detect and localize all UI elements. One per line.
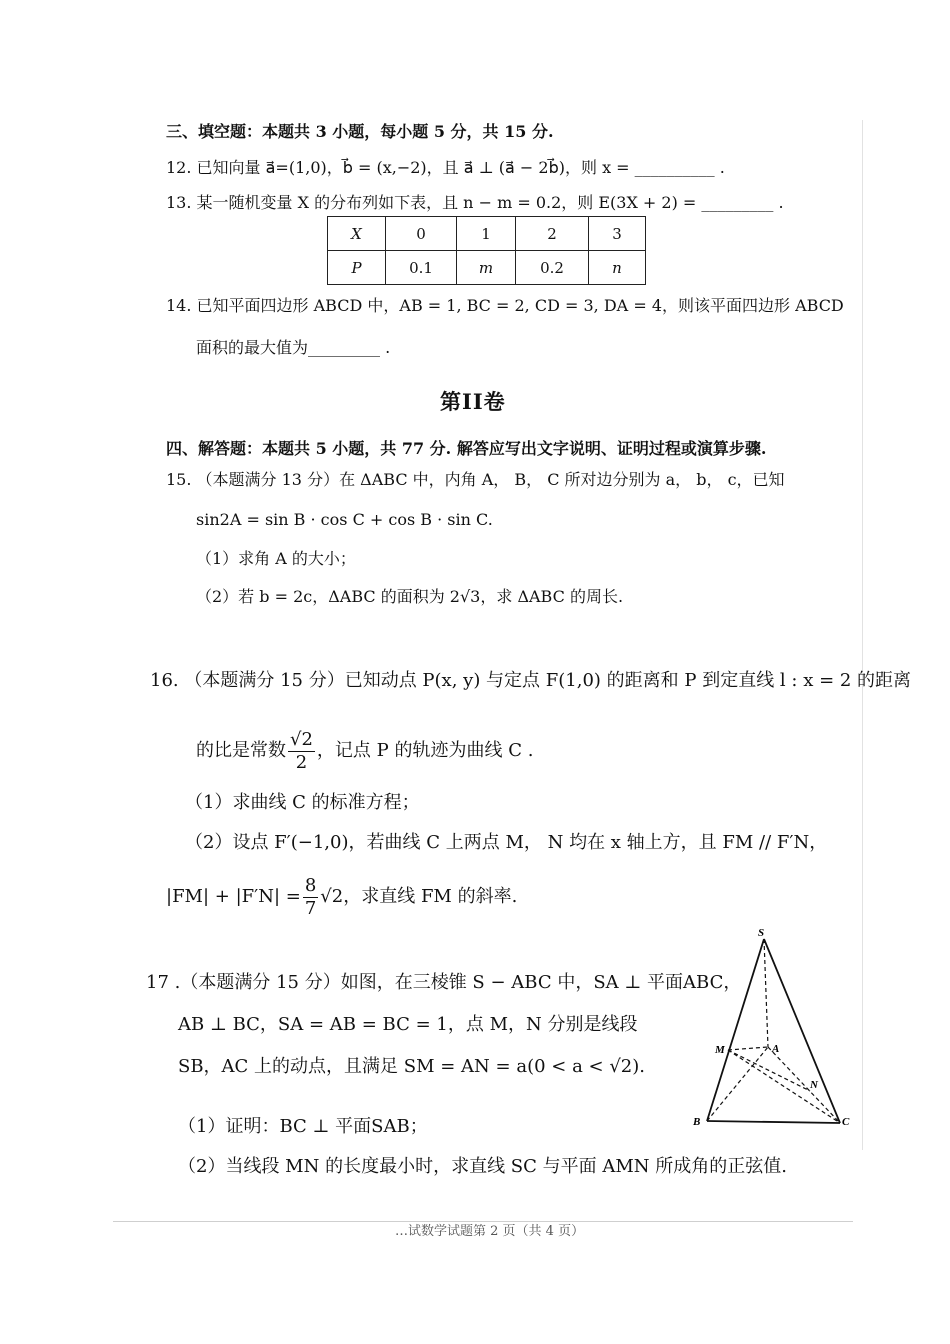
edge-AB [707,1047,768,1121]
question-15-part1: （1）求角 A 的大小； [196,549,356,568]
question-14-line1: 14. 已知平面四边形 ABCD 中，AB = 1, BC = 2, CD = 3, DA = 4，则该平面四边形 ABCD [166,296,844,315]
question-15-line2: sin2A = sin B · cos C + cos B · sin C. [196,510,493,529]
segment-MA [728,1047,768,1050]
table-cell: n [589,251,646,285]
table-cell: X [328,217,386,251]
fraction-numerator: 8 [304,874,317,896]
table-cell: 0.1 [386,251,457,285]
edge-SC [764,939,840,1123]
segment-MN [728,1050,810,1091]
table-cell: 0 [386,217,457,251]
segment-MC [728,1050,840,1123]
question-17-line1: 17 .（本题满分 15 分）如图，在三棱锥 S − ABC 中，SA ⊥ 平面ABC， [146,972,742,993]
table-cell: 3 [589,217,646,251]
fraction-numerator: √2 [290,728,313,750]
q16-text-post: ，记点 P 的轨迹为曲线 C . [316,740,534,761]
question-17-part2: （2）当线段 MN 的长度最小时，求直线 SC 与平面 AMN 所成角的正弦值. [178,1156,787,1177]
question-15-part2: （2）若 b = 2c，ΔABC 的面积为 2√3，求 ΔABC 的周长. [196,587,624,606]
question-16-part2: （2）设点 F′(−1,0)，若曲线 C 上两点 M， N 均在 x 轴上方，且 FM // F′N， [185,832,828,853]
label-C: C [842,1116,850,1128]
edge-SA [764,939,768,1047]
q16-text-pre: 的比是常数 [196,740,286,761]
q16-text-post2: √2，求直线 FM 的斜率. [320,886,518,907]
question-16-line1: 16. （本题满分 15 分）已知动点 P(x, y) 与定点 F(1,0) 的距离和 P 到定直线 l : x = 2 的距离 [150,670,912,691]
edge-SB [707,939,764,1121]
table-cell: 2 [516,217,589,251]
label-B: B [693,1116,701,1128]
q16-abs-sum: |FM| + |F′N| = [166,886,301,907]
table-cell: P [328,251,386,285]
edge-AC [768,1047,840,1123]
table-cell: 0.2 [516,251,589,285]
distribution-table [327,216,646,285]
section3-header: 三、填空题：本题共 3 小题，每小题 5 分，共 15 分. [166,122,554,141]
section4-header: 四、解答题：本题共 5 小题，共 77 分. 解答应写出文字说明、证明过程或演算步骤. [166,439,767,458]
question-16-line2 [196,727,533,775]
question-17-part1: （1）证明：BC ⊥ 平面SAB； [178,1116,428,1137]
question-17-line2: AB ⊥ BC，SA = AB = BC = 1，点 M，N 分别是线段 [178,1014,638,1035]
question-14-line2: 面积的最大值为_________ . [196,338,391,357]
question-17-line3: SB，AC 上的动点，且满足 SM = AN = a(0 < a < √2). [178,1056,645,1077]
fraction-denominator: 2 [295,751,308,773]
question-16-part1: （1）求曲线 C 的标准方程； [185,792,420,813]
label-S: S [758,927,765,939]
question-12: 12. 已知向量 a⃗=(1,0)，b⃗ = (x,−2)，且 a⃗ ⊥ (a⃗ − 2b⃗)，则 x = __________ . [166,158,725,177]
table-cell: 1 [457,217,516,251]
tetrahedron-figure [690,925,855,1135]
table-row [328,251,646,285]
page-footer: …试数学试题第 2 页（共 4 页） [395,1224,585,1239]
fraction-8-over-7 [303,875,318,920]
edge-BC [707,1121,840,1123]
question-15-line1: 15. （本题满分 13 分）在 ΔABC 中，内角 A， B， C 所对边分别为 a， b， c，已知 [166,470,785,489]
label-M: M [715,1044,725,1056]
label-N: N [810,1079,818,1091]
label-A: A [772,1043,780,1055]
part2-title: 第II卷 [440,389,506,414]
scan-edge [862,120,863,1150]
fraction-sqrt2-over-2 [288,729,315,774]
question-16-line5 [166,873,517,921]
table-row [328,217,646,251]
table-cell: m [457,251,516,285]
question-13: 13. 某一随机变量 X 的分布列如下表，且 n − m = 0.2，则 E(3X + 2) = _________ . [166,193,784,212]
fraction-denominator: 7 [304,897,317,919]
